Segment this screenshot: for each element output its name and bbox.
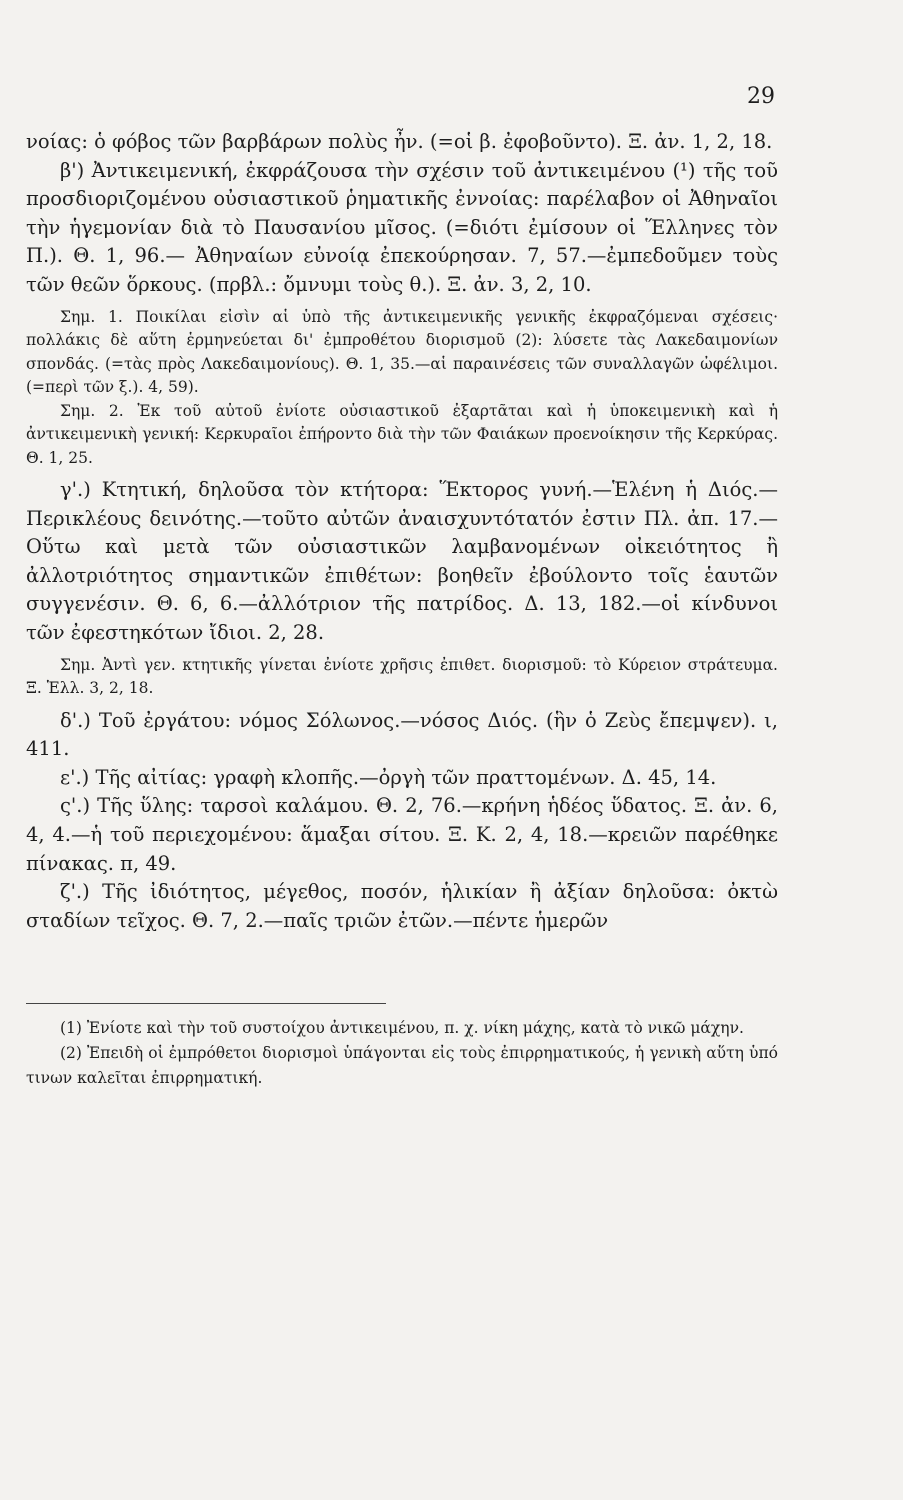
footnotes	[26, 1016, 778, 1091]
paragraph-genitive-material: ς'.) Τῆς ὕλης: ταρσοὶ καλάμου. Θ. 2, 76.—κρήνη ἡδέος ὕδατος. Ξ. ἀν. 6, 4, 4.—ἡ τοῦ περιεχομένου: ἅμαξαι σίτου. Ξ. Κ. 2, 4, 18.—κρειῶν παρέθηκε πίνακας. π, 49.	[26, 794, 778, 875]
note-2: Σημ. 2. Ἐκ τοῦ αὐτοῦ ἐνίοτε οὐσιαστικοῦ ἐξαρτᾶται καὶ ἡ ὑποκειμενικὴ καὶ ἡ ἀντικειμενικὴ γενική: Κερκυραῖοι ἐπήροντο διὰ τὴν τῶν Φαιάκων προενοίκησιν τῆς Κερκύρας. Θ. 1, 25.	[26, 401, 778, 467]
note-1: Σημ. 1. Ποικίλαι εἰσὶν αἱ ὑπὸ τῆς ἀντικειμενικῆς γενικῆς ἐκφραζόμεναι σχέσεις· πολλάκις δὲ αὕτη ἑρμηνεύεται δι' ἐμπροθέτου διορισμοῦ (2): λύσετε τὰς Λακεδαιμονίων σπονδάς. (=τὰς πρὸς Λακεδαιμονίους). Θ. 1, 35.—αἱ παραινέσεις τῶν συναλλαγῶν ὠφέλιμοι. (=περὶ τῶν ξ.). 4, 59).	[26, 307, 778, 397]
paragraph-genitive-subjective-end: νοίας: ὁ φόβος τῶν βαρβάρων πολὺς ἦν. (=οἱ β. ἐφοβοῦντο). Ξ. ἀν. 1, 2, 18.	[26, 130, 773, 153]
page-number: 29	[747, 84, 775, 109]
footnote-1: (1) Ἐνίοτε καὶ τὴν τοῦ συστοίχου ἀντικειμένου, π. χ. νίκη μάχης, κατὰ τὸ νικῶ μάχην.	[60, 1019, 744, 1037]
note-possessive: Σημ. Ἀντὶ γεν. κτητικῆς γίνεται ἐνίοτε χρῆσις ἐπιθετ. διορισμοῦ: τὸ Κύρειον στράτευμα. Ξ. Ἑλλ. 3, 2, 18.	[26, 655, 778, 698]
paragraph-genitive-possessive: γ'.) Κτητική, δηλοῦσα τὸν κτήτορα: Ἕκτορος γυνή.—Ἑλένη ἡ Διός.— Περικλέους δεινότης.—τοῦτο αὐτῶν ἀναισχυντότατόν ἐστιν Πλ. ἀπ. 17.—Οὕτω καὶ μετὰ τῶν οὐσιαστικῶν λαμβανομένων οἰκειότητος ἢ ἀλλοτριότητος σημαντικῶν ἐπιθέτων: βοηθεῖν ἐβούλοντο τοῖς ἑαυτῶν συγγενέσιν. Θ. 6, 6.—ἀλλότριον τῆς πατρίδος. Δ. 13, 182.—οἱ κίνδυνοι τῶν ἐφεστηκότων ἴδιοι. 2, 28.	[26, 478, 778, 645]
paragraph-genitive-agent: δ'.) Τοῦ ἐργάτου: νόμος Σόλωνος.—νόσος Διός. (ἣν ὁ Ζεὺς ἔπεμψεν). ι, 411.	[26, 708, 778, 761]
main-text	[26, 128, 778, 935]
paragraph-genitive-cause: ε'.) Τῆς αἰτίας: γραφὴ κλοπῆς.—ὀργὴ τῶν πραττομένων. Δ. 45, 14.	[60, 765, 717, 789]
footnote-2: (2) Ἐπειδὴ οἱ ἐμπρόθετοι διορισμοὶ ὑπάγονται εἰς τοὺς ἐπιρρηματικούς, ἡ γενικὴ αὕτη ὑπό τινων καλεῖται ἐπιρρηματική.	[26, 1044, 778, 1087]
paragraph-genitive-objective: β') Ἀντικειμενική, ἐκφράζουσα τὴν σχέσιν τοῦ ἀντικειμένου (¹) τῆς τοῦ προσδιοριζομένου οὐσιαστικοῦ ῥηματικῆς ἐννοίας: παρέλαβον οἱ Ἀθηναῖοι τὴν ἡγεμονίαν διὰ τὸ Παυσανίου μῖσος. (=διότι ἐμίσουν οἱ Ἕλληνες τὸν Π.). Θ. 1, 96.— Ἀθηναίων εὐνοίᾳ ἐπεκούρησαν. 7, 57.—ἐμπεδοῦμεν τοὺς τῶν θεῶν ὅρκους. (πρβλ.: ὄμνυμι τοὺς θ.). Ξ. ἀν. 3, 2, 10.	[26, 158, 778, 296]
footnote-rule	[26, 1003, 386, 1004]
paragraph-genitive-quality: ζ'.) Τῆς ἰδιότητος, μέγεθος, ποσόν, ἡλικίαν ἢ ἀξίαν δηλοῦσα: ὀκτὼ σταδίων τεῖχος. Θ. 7, 2.—παῖς τριῶν ἐτῶν.—πέντε ἡμερῶν	[26, 880, 778, 932]
